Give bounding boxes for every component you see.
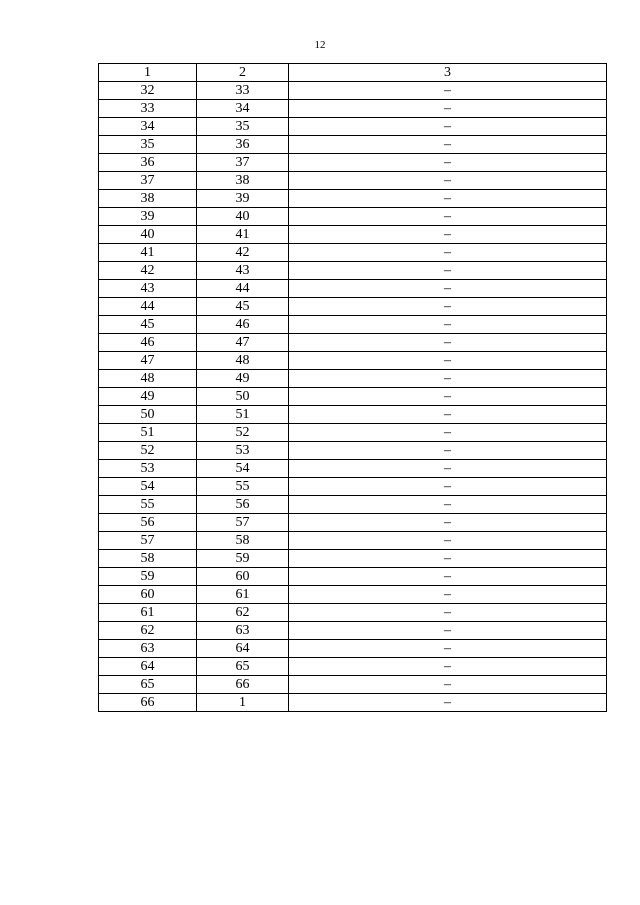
table-cell-col-3: – (289, 694, 607, 712)
table-row (99, 532, 607, 550)
table-cell-col-1: 49 (99, 388, 197, 406)
table-cell-col-3: – (289, 226, 607, 244)
table-cell-col-2: 43 (197, 262, 289, 280)
table-row (99, 640, 607, 658)
table-cell-col-3: – (289, 280, 607, 298)
table-row (99, 496, 607, 514)
table-cell-col-1: 43 (99, 280, 197, 298)
table-cell-col-2: 44 (197, 280, 289, 298)
table-cell-col-2: 65 (197, 658, 289, 676)
table-row (99, 676, 607, 694)
table-cell-col-3: – (289, 622, 607, 640)
table-cell-col-3: – (289, 478, 607, 496)
table-row (99, 478, 607, 496)
table-row (99, 136, 607, 154)
table-cell-col-2: 66 (197, 676, 289, 694)
table-cell-col-3: – (289, 406, 607, 424)
table-row (99, 370, 607, 388)
table-cell-col-3: – (289, 388, 607, 406)
table-cell-col-1: 42 (99, 262, 197, 280)
table-cell-col-3: – (289, 154, 607, 172)
table-cell-col-2: 61 (197, 586, 289, 604)
table-cell-col-2: 40 (197, 208, 289, 226)
table-row (99, 514, 607, 532)
table-cell-col-1: 33 (99, 100, 197, 118)
table-row (99, 568, 607, 586)
table-cell-col-1: 39 (99, 208, 197, 226)
table-cell-col-2: 56 (197, 496, 289, 514)
table-cell-col-2: 36 (197, 136, 289, 154)
table-cell-col-3: – (289, 190, 607, 208)
table-cell-col-3: – (289, 568, 607, 586)
table-cell-col-1: 58 (99, 550, 197, 568)
table-cell-col-2: 50 (197, 388, 289, 406)
table-cell-col-1: 64 (99, 658, 197, 676)
table-cell-col-3: – (289, 316, 607, 334)
table-cell-col-1: 50 (99, 406, 197, 424)
table-cell-col-1: 41 (99, 244, 197, 262)
data-table (98, 63, 607, 712)
table-cell-col-3: – (289, 82, 607, 100)
table-cell-col-1: 40 (99, 226, 197, 244)
table-row (99, 388, 607, 406)
table-cell-col-2: 63 (197, 622, 289, 640)
table-cell-col-1: 34 (99, 118, 197, 136)
table-row (99, 316, 607, 334)
table-cell-col-1: 45 (99, 316, 197, 334)
table-row (99, 604, 607, 622)
table-cell-col-2: 49 (197, 370, 289, 388)
table-cell-col-2: 34 (197, 100, 289, 118)
table-cell-col-2: 55 (197, 478, 289, 496)
column-header-3: 3 (289, 64, 607, 82)
table-cell-col-1: 59 (99, 568, 197, 586)
table-cell-col-3: – (289, 640, 607, 658)
table-cell-col-3: – (289, 496, 607, 514)
table-row (99, 298, 607, 316)
table-cell-col-3: – (289, 172, 607, 190)
table-cell-col-3: – (289, 550, 607, 568)
table-cell-col-3: – (289, 460, 607, 478)
table-cell-col-2: 62 (197, 604, 289, 622)
table-row (99, 424, 607, 442)
table-row (99, 100, 607, 118)
table-cell-col-3: – (289, 334, 607, 352)
table-cell-col-1: 44 (99, 298, 197, 316)
table-row (99, 622, 607, 640)
header-row (99, 64, 607, 82)
table-cell-col-2: 54 (197, 460, 289, 478)
table-cell-col-3: – (289, 136, 607, 154)
table-cell-col-3: – (289, 352, 607, 370)
table-cell-col-1: 55 (99, 496, 197, 514)
table-cell-col-2: 60 (197, 568, 289, 586)
table-cell-col-1: 35 (99, 136, 197, 154)
table-header (99, 64, 607, 82)
table-row (99, 262, 607, 280)
table-cell-col-1: 54 (99, 478, 197, 496)
table-body (99, 82, 607, 712)
table-cell-col-3: – (289, 604, 607, 622)
table-row (99, 244, 607, 262)
table-cell-col-3: – (289, 514, 607, 532)
table-cell-col-2: 47 (197, 334, 289, 352)
table-cell-col-3: – (289, 262, 607, 280)
table-cell-col-2: 41 (197, 226, 289, 244)
table-cell-col-1: 48 (99, 370, 197, 388)
column-header-1: 1 (99, 64, 197, 82)
table-cell-col-2: 58 (197, 532, 289, 550)
table-cell-col-2: 46 (197, 316, 289, 334)
table-cell-col-1: 62 (99, 622, 197, 640)
table-cell-col-1: 51 (99, 424, 197, 442)
table-cell-col-1: 32 (99, 82, 197, 100)
table-cell-col-3: – (289, 370, 607, 388)
table-cell-col-2: 52 (197, 424, 289, 442)
table-cell-col-1: 53 (99, 460, 197, 478)
page-number: 12 (314, 39, 326, 51)
table-cell-col-1: 37 (99, 172, 197, 190)
table-row (99, 352, 607, 370)
table-row (99, 226, 607, 244)
table-cell-col-1: 57 (99, 532, 197, 550)
table-cell-col-1: 36 (99, 154, 197, 172)
table-cell-col-3: – (289, 244, 607, 262)
table-cell-col-2: 35 (197, 118, 289, 136)
table-cell-col-2: 38 (197, 172, 289, 190)
table-row (99, 460, 607, 478)
table-row (99, 190, 607, 208)
table-cell-col-3: – (289, 118, 607, 136)
table-row (99, 658, 607, 676)
table-cell-col-1: 56 (99, 514, 197, 532)
table-row (99, 118, 607, 136)
table-cell-col-2: 64 (197, 640, 289, 658)
table-row (99, 406, 607, 424)
table-cell-col-3: – (289, 208, 607, 226)
table-cell-col-2: 42 (197, 244, 289, 262)
table-cell-col-2: 59 (197, 550, 289, 568)
table-cell-col-1: 46 (99, 334, 197, 352)
table-row (99, 586, 607, 604)
table-cell-col-2: 33 (197, 82, 289, 100)
table-row (99, 172, 607, 190)
table-cell-col-3: – (289, 442, 607, 460)
table-cell-col-2: 39 (197, 190, 289, 208)
table-cell-col-3: – (289, 532, 607, 550)
table-cell-col-3: – (289, 676, 607, 694)
table-row (99, 280, 607, 298)
table-cell-col-1: 66 (99, 694, 197, 712)
table-cell-col-3: – (289, 100, 607, 118)
table-cell-col-1: 52 (99, 442, 197, 460)
table-cell-col-2: 53 (197, 442, 289, 460)
table-cell-col-3: – (289, 658, 607, 676)
table-cell-col-3: – (289, 424, 607, 442)
table-cell-col-2: 57 (197, 514, 289, 532)
table-cell-col-1: 38 (99, 190, 197, 208)
table-cell-col-2: 48 (197, 352, 289, 370)
table-cell-col-1: 60 (99, 586, 197, 604)
table-row (99, 334, 607, 352)
table-row (99, 154, 607, 172)
table-row (99, 694, 607, 712)
table-row (99, 208, 607, 226)
table-cell-col-2: 1 (197, 694, 289, 712)
table-cell-col-3: – (289, 586, 607, 604)
table-cell-col-2: 51 (197, 406, 289, 424)
table-row (99, 550, 607, 568)
table-cell-col-1: 61 (99, 604, 197, 622)
table-row (99, 82, 607, 100)
table-cell-col-1: 47 (99, 352, 197, 370)
table-cell-col-3: – (289, 298, 607, 316)
column-header-2: 2 (197, 64, 289, 82)
table-cell-col-2: 37 (197, 154, 289, 172)
table-cell-col-1: 65 (99, 676, 197, 694)
table-cell-col-1: 63 (99, 640, 197, 658)
table-cell-col-2: 45 (197, 298, 289, 316)
table-row (99, 442, 607, 460)
